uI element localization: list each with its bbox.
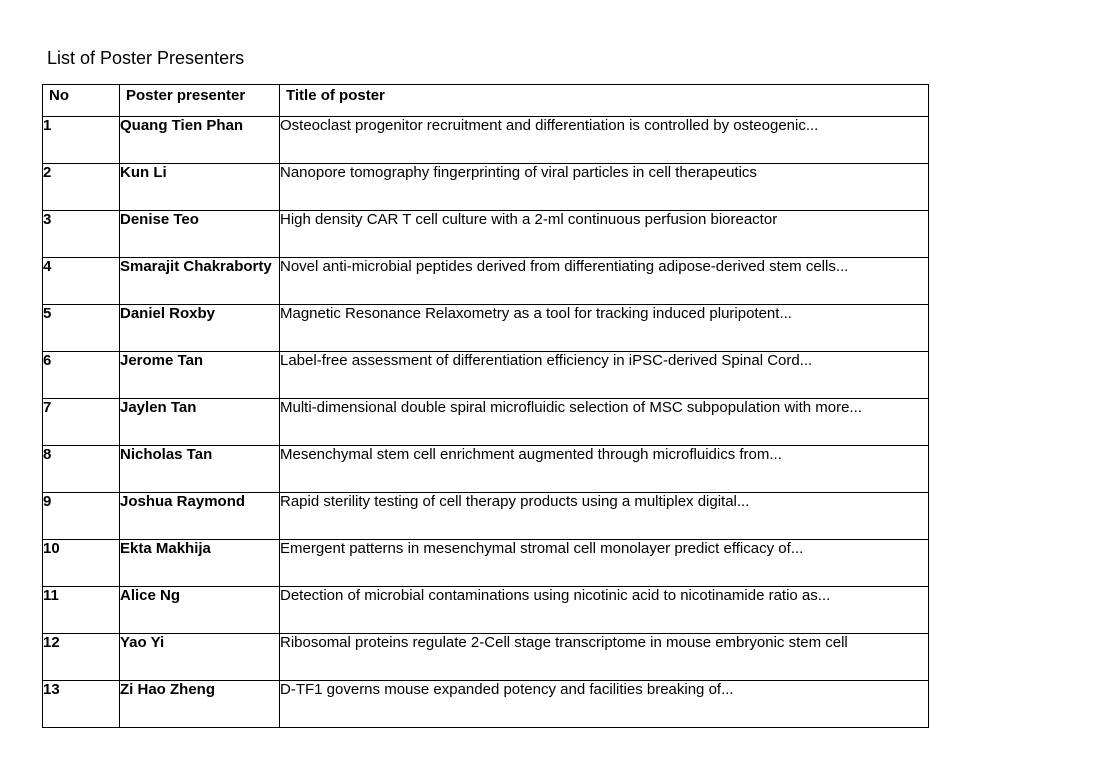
row-number: 12 [43,634,120,681]
row-number: 3 [43,211,120,258]
row-number: 1 [43,117,120,164]
row-number: 11 [43,587,120,634]
presenter-name: Denise Teo [120,211,280,258]
table-row [43,258,929,305]
table-row [43,164,929,211]
presenter-name: Jaylen Tan [120,399,280,446]
presenter-name: Daniel Roxby [120,305,280,352]
poster-title: Multi-dimensional double spiral microfluidic selection of MSC subpopulation with more... [280,399,929,446]
poster-title: Osteoclast progenitor recruitment and differentiation is controlled by osteogenic... [280,117,929,164]
table-row [43,587,929,634]
presenter-name: Kun Li [120,164,280,211]
table-row [43,493,929,540]
presenter-name: Joshua Raymond [120,493,280,540]
poster-title: Detection of microbial contaminations using nicotinic acid to nicotinamide ratio as... [280,587,929,634]
table-row [43,540,929,587]
column-header-no: No [43,85,120,117]
table-row [43,446,929,493]
table-header-row [43,85,929,117]
presenter-name: Yao Yi [120,634,280,681]
table-row [43,211,929,258]
presenter-name: Nicholas Tan [120,446,280,493]
row-number: 8 [43,446,120,493]
presenter-name: Alice Ng [120,587,280,634]
poster-title: Emergent patterns in mesenchymal stromal cell monolayer predict efficacy of... [280,540,929,587]
poster-title: Novel anti-microbial peptides derived from differentiating adipose-derived stem cells... [280,258,929,305]
page-title: List of Poster Presenters [47,48,245,68]
poster-presenters-table [42,84,929,728]
row-number: 10 [43,540,120,587]
poster-title: High density CAR T cell culture with a 2-ml continuous perfusion bioreactor [280,211,929,258]
poster-title: Rapid sterility testing of cell therapy products using a multiplex digital... [280,493,929,540]
table-row [43,352,929,399]
row-number: 9 [43,493,120,540]
row-number: 7 [43,399,120,446]
poster-title: D-TF1 governs mouse expanded potency and facilities breaking of... [280,681,929,728]
table-body [43,117,929,728]
row-number: 6 [43,352,120,399]
table-row [43,305,929,352]
row-number: 13 [43,681,120,728]
table-row [43,117,929,164]
poster-title: Mesenchymal stem cell enrichment augmented through microfluidics from... [280,446,929,493]
row-number: 4 [43,258,120,305]
poster-title: Nanopore tomography fingerprinting of viral particles in cell therapeutics [280,164,929,211]
presenter-name: Zi Hao Zheng [120,681,280,728]
column-header-presenter: Poster presenter [120,85,280,117]
table-row [43,681,929,728]
poster-title: Ribosomal proteins regulate 2-Cell stage transcriptome in mouse embryonic stem cell [280,634,929,681]
row-number: 2 [43,164,120,211]
column-header-title: Title of poster [280,85,929,117]
presenter-name: Ekta Makhija [120,540,280,587]
presenter-name: Smarajit Chakraborty [120,258,280,305]
presenter-name: Jerome Tan [120,352,280,399]
poster-title: Magnetic Resonance Relaxometry as a tool for tracking induced pluripotent... [280,305,929,352]
poster-title: Label-free assessment of differentiation efficiency in iPSC-derived Spinal Cord... [280,352,929,399]
presenter-name: Quang Tien Phan [120,117,280,164]
table-row [43,399,929,446]
table-row [43,634,929,681]
row-number: 5 [43,305,120,352]
